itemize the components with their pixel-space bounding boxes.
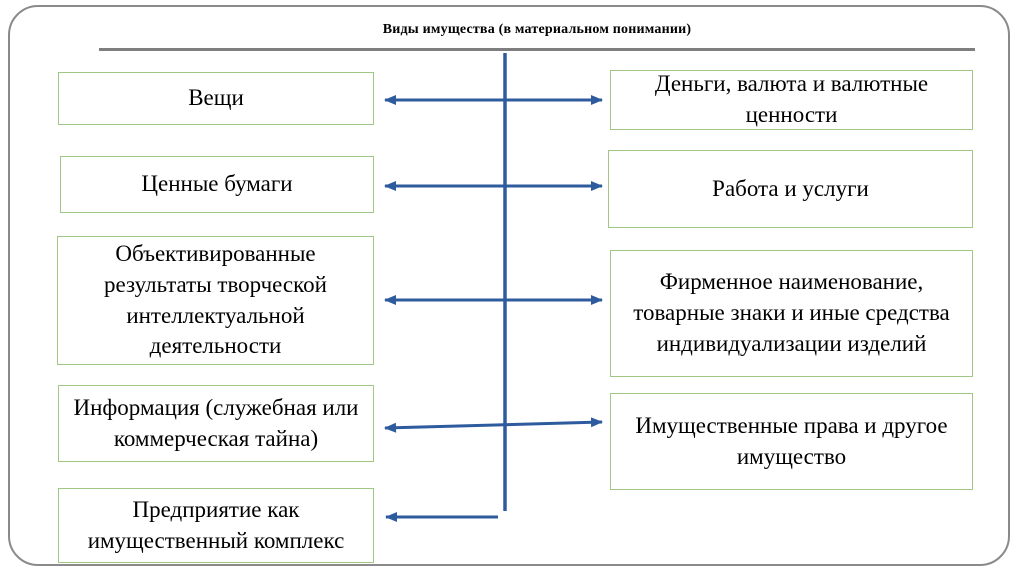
box-money-currency-label: Деньги, валюта и валютные ценности [654,71,929,127]
box-creative-results-label: Объективированные результаты творческой интеллектуальной деятельности [104,240,327,359]
box-trademarks [610,250,973,377]
box-creative-results [57,236,374,365]
diagram-title: Виды имущества (в материальном понимании) [382,22,692,37]
box-securities [60,156,374,213]
box-things [58,72,374,125]
box-information [58,385,374,462]
box-work-services-label: Работа и услуги [712,175,869,201]
box-property-rights-label: Имущественные права и другое имущество [635,412,948,469]
box-property-rights [610,393,973,490]
box-information-label: Информация (служебная или коммерческая тайна) [73,394,359,451]
box-securities-label: Ценные бумаги [141,171,293,197]
box-work-services [608,150,973,228]
box-enterprise [58,488,374,563]
box-enterprise-label: Предприятие как имущественный комплекс [87,496,345,553]
box-money-currency [610,70,973,130]
box-trademarks-label: Фирменное наименование, товарные знаки и иные средства индивидуализации изделий [633,269,950,356]
title-divider-line [99,48,975,51]
box-things-label: Вещи [188,85,244,111]
